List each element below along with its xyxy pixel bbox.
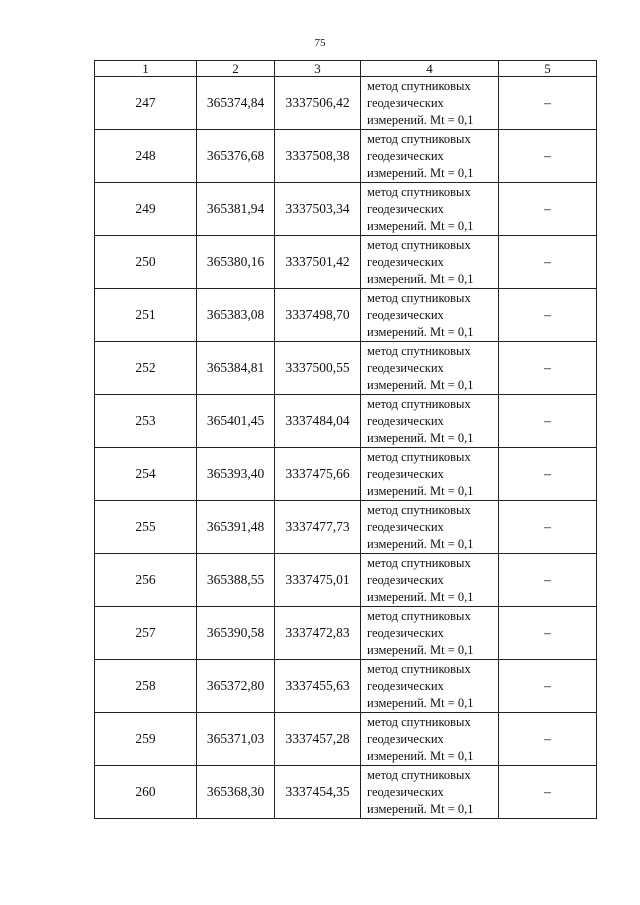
- table-row: [95, 130, 597, 183]
- method-line: геодезических: [367, 678, 444, 693]
- point-number-cell: 247: [95, 77, 197, 130]
- y-coordinate-cell: 3337472,83: [275, 607, 361, 660]
- x-coordinate-cell: 365388,55: [197, 554, 275, 607]
- x-coordinate-cell: 365380,16: [197, 236, 275, 289]
- column5-cell: –: [499, 77, 597, 130]
- method-line: геодезических: [367, 413, 444, 428]
- method-line: измерений. Mt = 0,1: [367, 589, 474, 604]
- x-coordinate-cell: 365381,94: [197, 183, 275, 236]
- method-line: метод спутниковых: [367, 343, 471, 358]
- point-number-cell: 253: [95, 395, 197, 448]
- method-line: измерений. Mt = 0,1: [367, 642, 474, 657]
- x-coordinate-cell: 365368,30: [197, 766, 275, 819]
- method-cell: [361, 395, 499, 448]
- method-line: геодезических: [367, 148, 444, 163]
- method-cell: [361, 501, 499, 554]
- method-line: измерений. Mt = 0,1: [367, 377, 474, 392]
- y-coordinate-cell: 3337475,01: [275, 554, 361, 607]
- column5-cell: –: [499, 766, 597, 819]
- coordinates-table: [94, 60, 597, 819]
- column5-cell: –: [499, 501, 597, 554]
- method-line: геодезических: [367, 360, 444, 375]
- method-line: геодезических: [367, 625, 444, 640]
- x-coordinate-cell: 365383,08: [197, 289, 275, 342]
- method-cell: [361, 660, 499, 713]
- table-row: [95, 183, 597, 236]
- point-number-cell: 256: [95, 554, 197, 607]
- point-number-cell: 257: [95, 607, 197, 660]
- table-row: [95, 713, 597, 766]
- column5-cell: –: [499, 607, 597, 660]
- method-line: метод спутниковых: [367, 237, 471, 252]
- table-row: [95, 289, 597, 342]
- method-line: геодезических: [367, 201, 444, 216]
- method-line: измерений. Mt = 0,1: [367, 430, 474, 445]
- point-number-cell: 248: [95, 130, 197, 183]
- method-line: метод спутниковых: [367, 131, 471, 146]
- method-line: геодезических: [367, 254, 444, 269]
- method-cell: [361, 554, 499, 607]
- method-line: метод спутниковых: [367, 78, 471, 93]
- y-coordinate-cell: 3337503,34: [275, 183, 361, 236]
- method-cell: [361, 77, 499, 130]
- point-number-cell: 255: [95, 501, 197, 554]
- column-header: 2: [197, 61, 275, 77]
- method-line: геодезических: [367, 307, 444, 322]
- method-cell: [361, 448, 499, 501]
- column5-cell: –: [499, 713, 597, 766]
- y-coordinate-cell: 3337506,42: [275, 77, 361, 130]
- x-coordinate-cell: 365372,80: [197, 660, 275, 713]
- method-cell: [361, 607, 499, 660]
- method-line: измерений. Mt = 0,1: [367, 536, 474, 551]
- column5-cell: –: [499, 395, 597, 448]
- table-row: [95, 77, 597, 130]
- y-coordinate-cell: 3337477,73: [275, 501, 361, 554]
- method-line: метод спутниковых: [367, 502, 471, 517]
- method-line: измерений. Mt = 0,1: [367, 165, 474, 180]
- table-row: [95, 766, 597, 819]
- x-coordinate-cell: 365374,84: [197, 77, 275, 130]
- x-coordinate-cell: 365371,03: [197, 713, 275, 766]
- method-cell: [361, 342, 499, 395]
- column5-cell: –: [499, 289, 597, 342]
- method-line: измерений. Mt = 0,1: [367, 695, 474, 710]
- table-row: [95, 607, 597, 660]
- table-row: [95, 501, 597, 554]
- method-line: метод спутниковых: [367, 714, 471, 729]
- y-coordinate-cell: 3337484,04: [275, 395, 361, 448]
- column5-cell: –: [499, 236, 597, 289]
- method-line: измерений. Mt = 0,1: [367, 218, 474, 233]
- method-cell: [361, 713, 499, 766]
- table-row: [95, 395, 597, 448]
- method-line: метод спутниковых: [367, 290, 471, 305]
- table-body: [95, 77, 597, 819]
- table-row: [95, 342, 597, 395]
- method-line: метод спутниковых: [367, 449, 471, 464]
- point-number-cell: 254: [95, 448, 197, 501]
- method-line: метод спутниковых: [367, 608, 471, 623]
- method-line: геодезических: [367, 784, 444, 799]
- method-line: геодезических: [367, 95, 444, 110]
- method-line: измерений. Mt = 0,1: [367, 112, 474, 127]
- method-cell: [361, 766, 499, 819]
- method-line: измерений. Mt = 0,1: [367, 483, 474, 498]
- method-cell: [361, 183, 499, 236]
- column5-cell: –: [499, 448, 597, 501]
- method-cell: [361, 130, 499, 183]
- column5-cell: –: [499, 130, 597, 183]
- y-coordinate-cell: 3337498,70: [275, 289, 361, 342]
- method-line: измерений. Mt = 0,1: [367, 748, 474, 763]
- column5-cell: –: [499, 183, 597, 236]
- point-number-cell: 250: [95, 236, 197, 289]
- x-coordinate-cell: 365391,48: [197, 501, 275, 554]
- y-coordinate-cell: 3337475,66: [275, 448, 361, 501]
- point-number-cell: 260: [95, 766, 197, 819]
- method-line: геодезических: [367, 572, 444, 587]
- method-line: измерений. Mt = 0,1: [367, 271, 474, 286]
- x-coordinate-cell: 365390,58: [197, 607, 275, 660]
- table-row: [95, 554, 597, 607]
- table-row: [95, 448, 597, 501]
- method-line: измерений. Mt = 0,1: [367, 801, 474, 816]
- method-line: метод спутниковых: [367, 184, 471, 199]
- method-line: метод спутниковых: [367, 555, 471, 570]
- method-line: метод спутниковых: [367, 396, 471, 411]
- method-line: геодезических: [367, 519, 444, 534]
- table-header-row: [95, 61, 597, 77]
- column5-cell: –: [499, 342, 597, 395]
- x-coordinate-cell: 365376,68: [197, 130, 275, 183]
- x-coordinate-cell: 365401,45: [197, 395, 275, 448]
- y-coordinate-cell: 3337454,35: [275, 766, 361, 819]
- column5-cell: –: [499, 660, 597, 713]
- column5-cell: –: [499, 554, 597, 607]
- method-line: измерений. Mt = 0,1: [367, 324, 474, 339]
- column-header: 1: [95, 61, 197, 77]
- column-header: 4: [361, 61, 499, 77]
- point-number-cell: 259: [95, 713, 197, 766]
- method-line: геодезических: [367, 731, 444, 746]
- y-coordinate-cell: 3337500,55: [275, 342, 361, 395]
- column-header: 3: [275, 61, 361, 77]
- page-number: 75: [314, 37, 326, 49]
- method-line: метод спутниковых: [367, 661, 471, 676]
- column-header: 5: [499, 61, 597, 77]
- method-line: геодезических: [367, 466, 444, 481]
- method-cell: [361, 289, 499, 342]
- method-cell: [361, 236, 499, 289]
- y-coordinate-cell: 3337508,38: [275, 130, 361, 183]
- y-coordinate-cell: 3337455,63: [275, 660, 361, 713]
- point-number-cell: 249: [95, 183, 197, 236]
- x-coordinate-cell: 365384,81: [197, 342, 275, 395]
- y-coordinate-cell: 3337501,42: [275, 236, 361, 289]
- point-number-cell: 251: [95, 289, 197, 342]
- point-number-cell: 258: [95, 660, 197, 713]
- method-line: метод спутниковых: [367, 767, 471, 782]
- table-row: [95, 660, 597, 713]
- x-coordinate-cell: 365393,40: [197, 448, 275, 501]
- table-row: [95, 236, 597, 289]
- y-coordinate-cell: 3337457,28: [275, 713, 361, 766]
- point-number-cell: 252: [95, 342, 197, 395]
